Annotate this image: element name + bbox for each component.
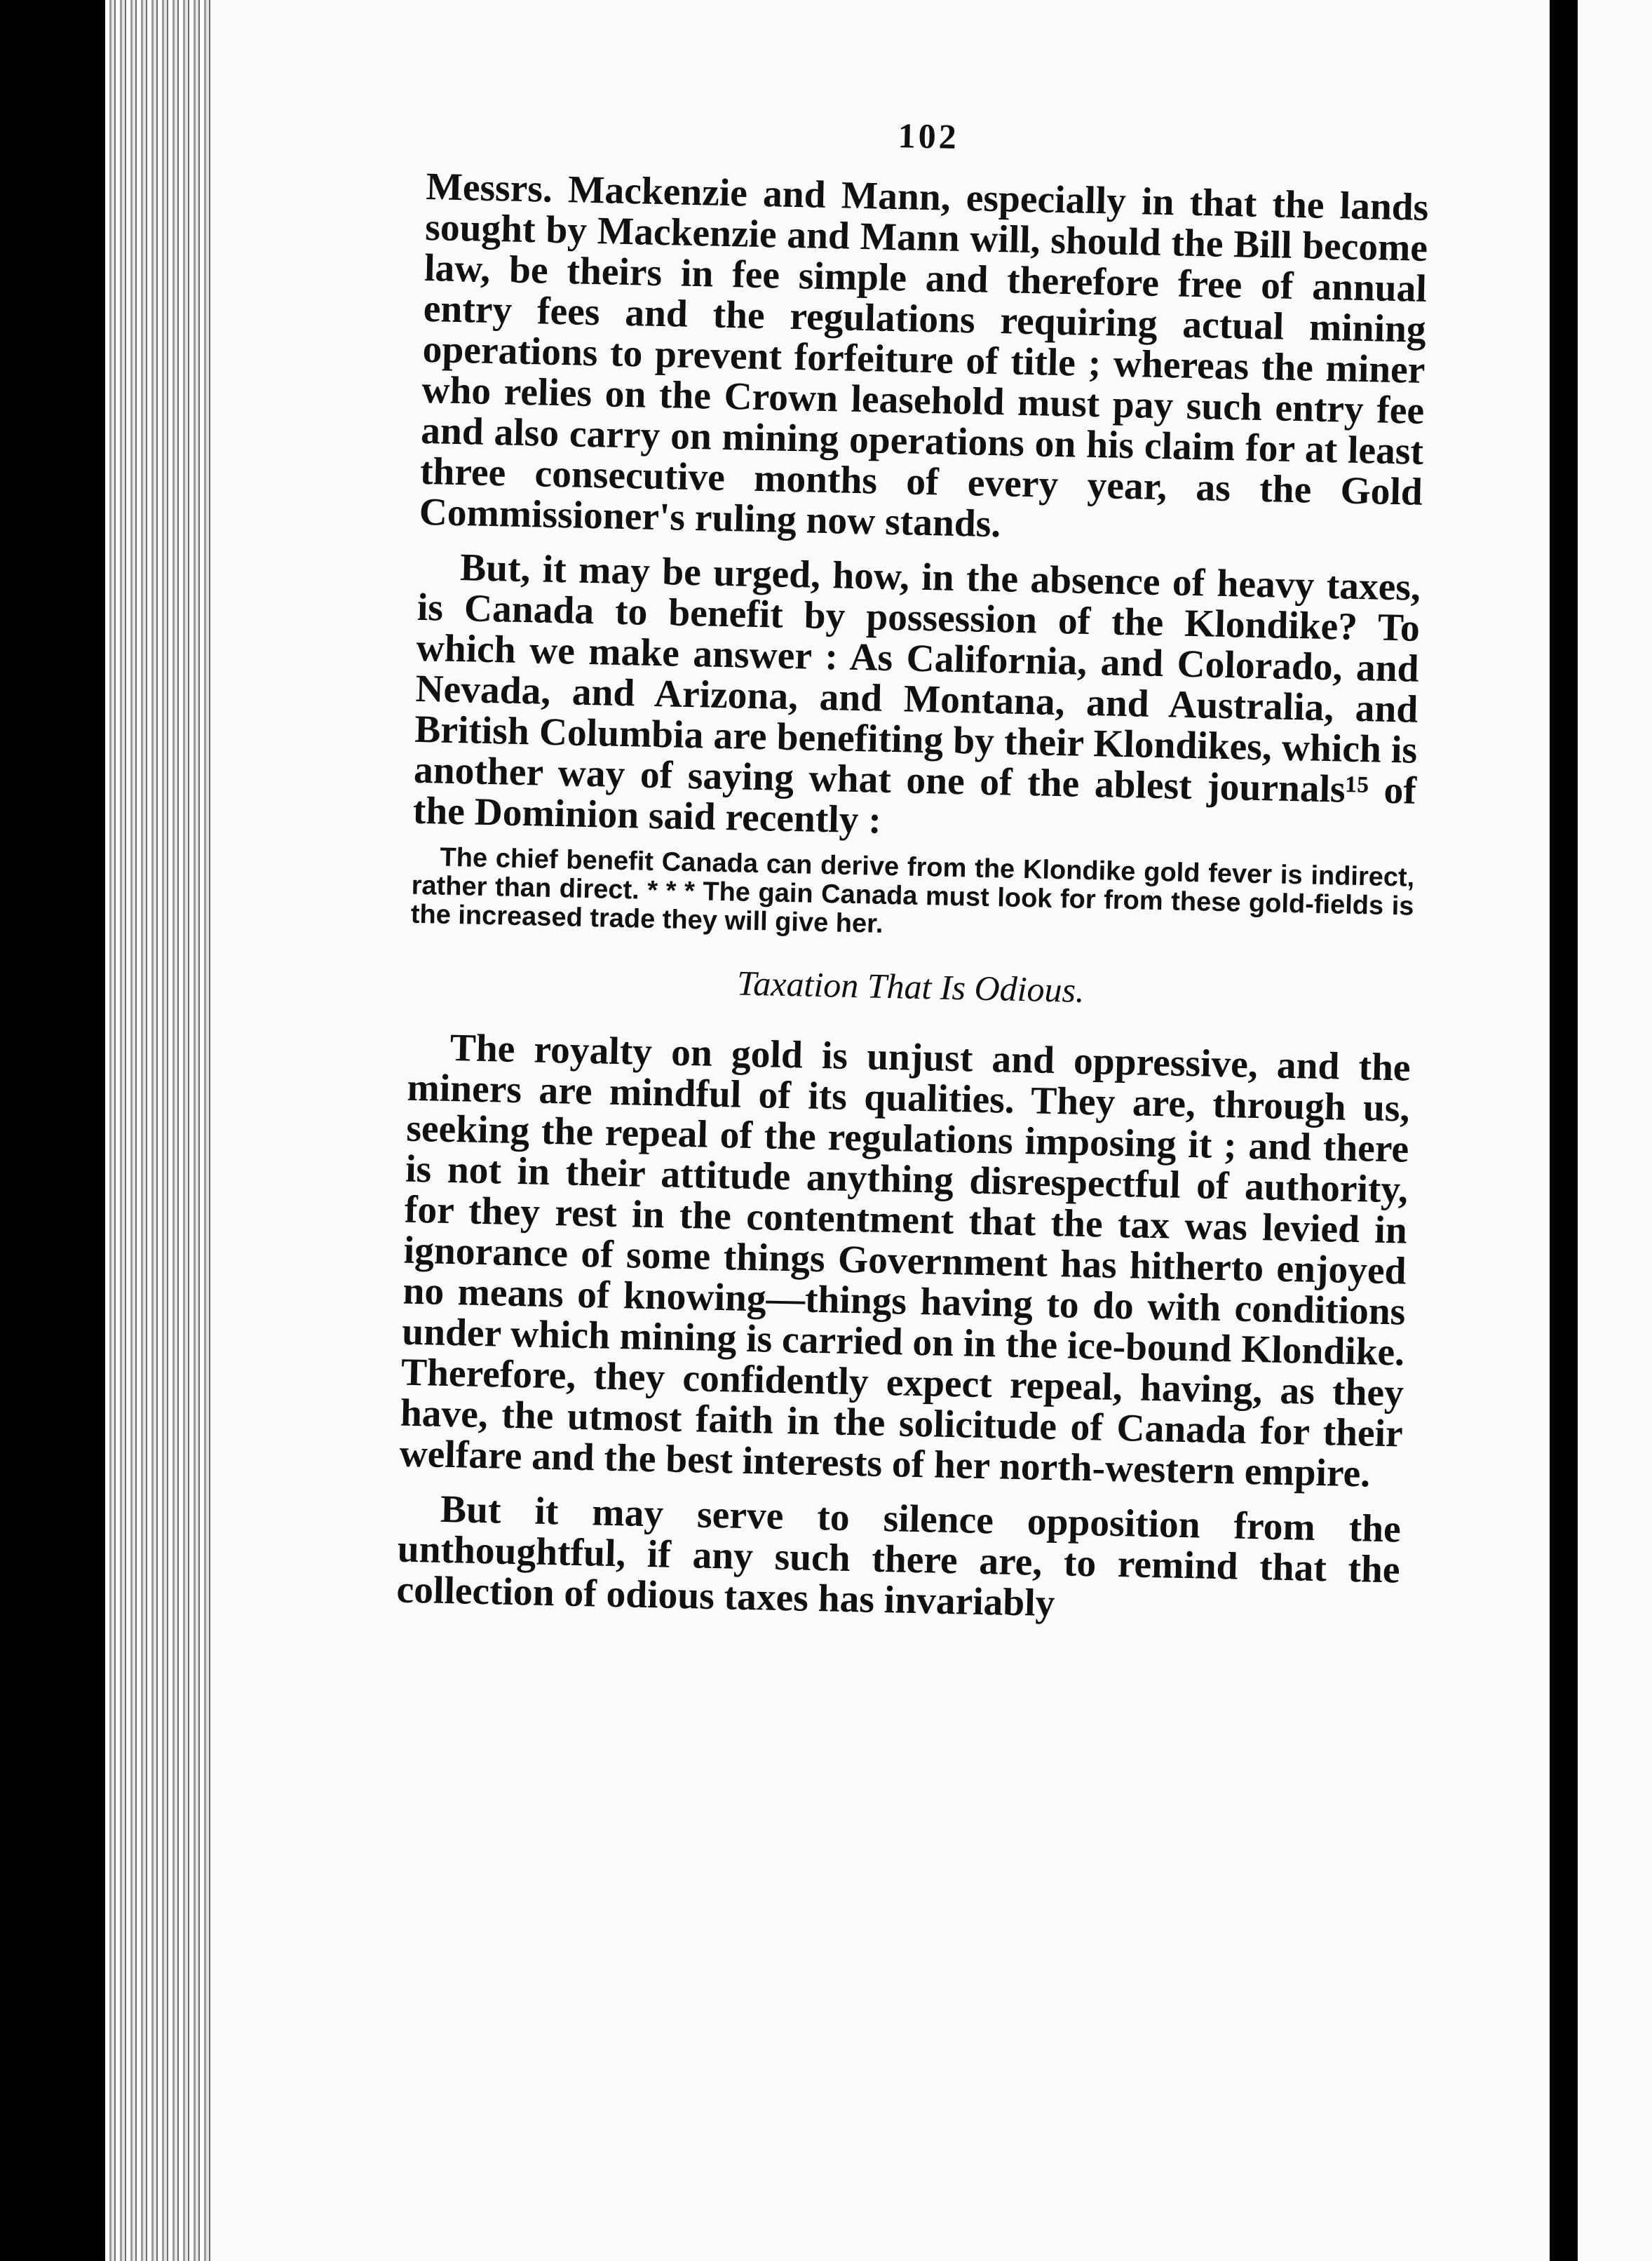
block-quote: The chief benefit Canada can derive from the Klondike gold fever is indirect, rather than direct. * * * The gain Canada must look for from these gold-fields is the increased trade they will give her. — [410, 842, 1415, 939]
page-text-block — [396, 105, 1430, 1631]
page-gutter — [1550, 0, 1578, 2261]
section-heading: Taxation That Is Odious. — [736, 963, 1085, 1010]
facing-page-edge — [1578, 0, 1652, 2261]
page-number: 102 — [898, 116, 960, 156]
paragraph-3: The royalty on gold is unjust and oppressive, and the miners are mindful of its qualities. They are, through us, seeking the repeal of the regulations imposing it ; and there is not in their attitude anything disrespectful of authority, for they rest in the contentment that the tax was levied in ignorance of some things Government has hitherto enjoyed no means of knowing—things having to do with conditions under which mining is carried on in the ice-bound Klondike. Therefore, they confidently expect repeal, having, as they have, the utmost faith in the solicitude of Canada for their welfare and the best interests of her north-western empire. — [399, 1026, 1411, 1496]
paragraph-4: But it may serve to silence opposition from the unthoughtful, if any such there are, to remind that the collection of odious taxes has invariably — [396, 1487, 1402, 1626]
paragraph-2: But, it may be urged, how, in the absence of heavy taxes, is Canada to benefit by possession of the Klondike? To which we make answer : As California, and Colorado, and Nevada, and Arizona, and Montana, and Australia, and British Columbia are benefiting by their Klondikes, which is another way of saying what one of the ablest journals¹⁵ of the Dominion said recently : — [412, 546, 1421, 842]
paragraph-1: Messrs. Mackenzie and Mann, especially in that the lands sought by Mackenzie and Mann will, should the Bill become law, be theirs in fee simple and therefore free of annual entry fees and the regulations requiring actual mining operations to prevent forfeiture of title ; whereas the miner who relies on the Crown leasehold must pay such entry fee and also carry on mining operations on his claim for at least three consecutive months of every year, as the Gold Commissioner's ruling now stands. — [419, 165, 1429, 546]
book-page-edges — [105, 0, 217, 2261]
